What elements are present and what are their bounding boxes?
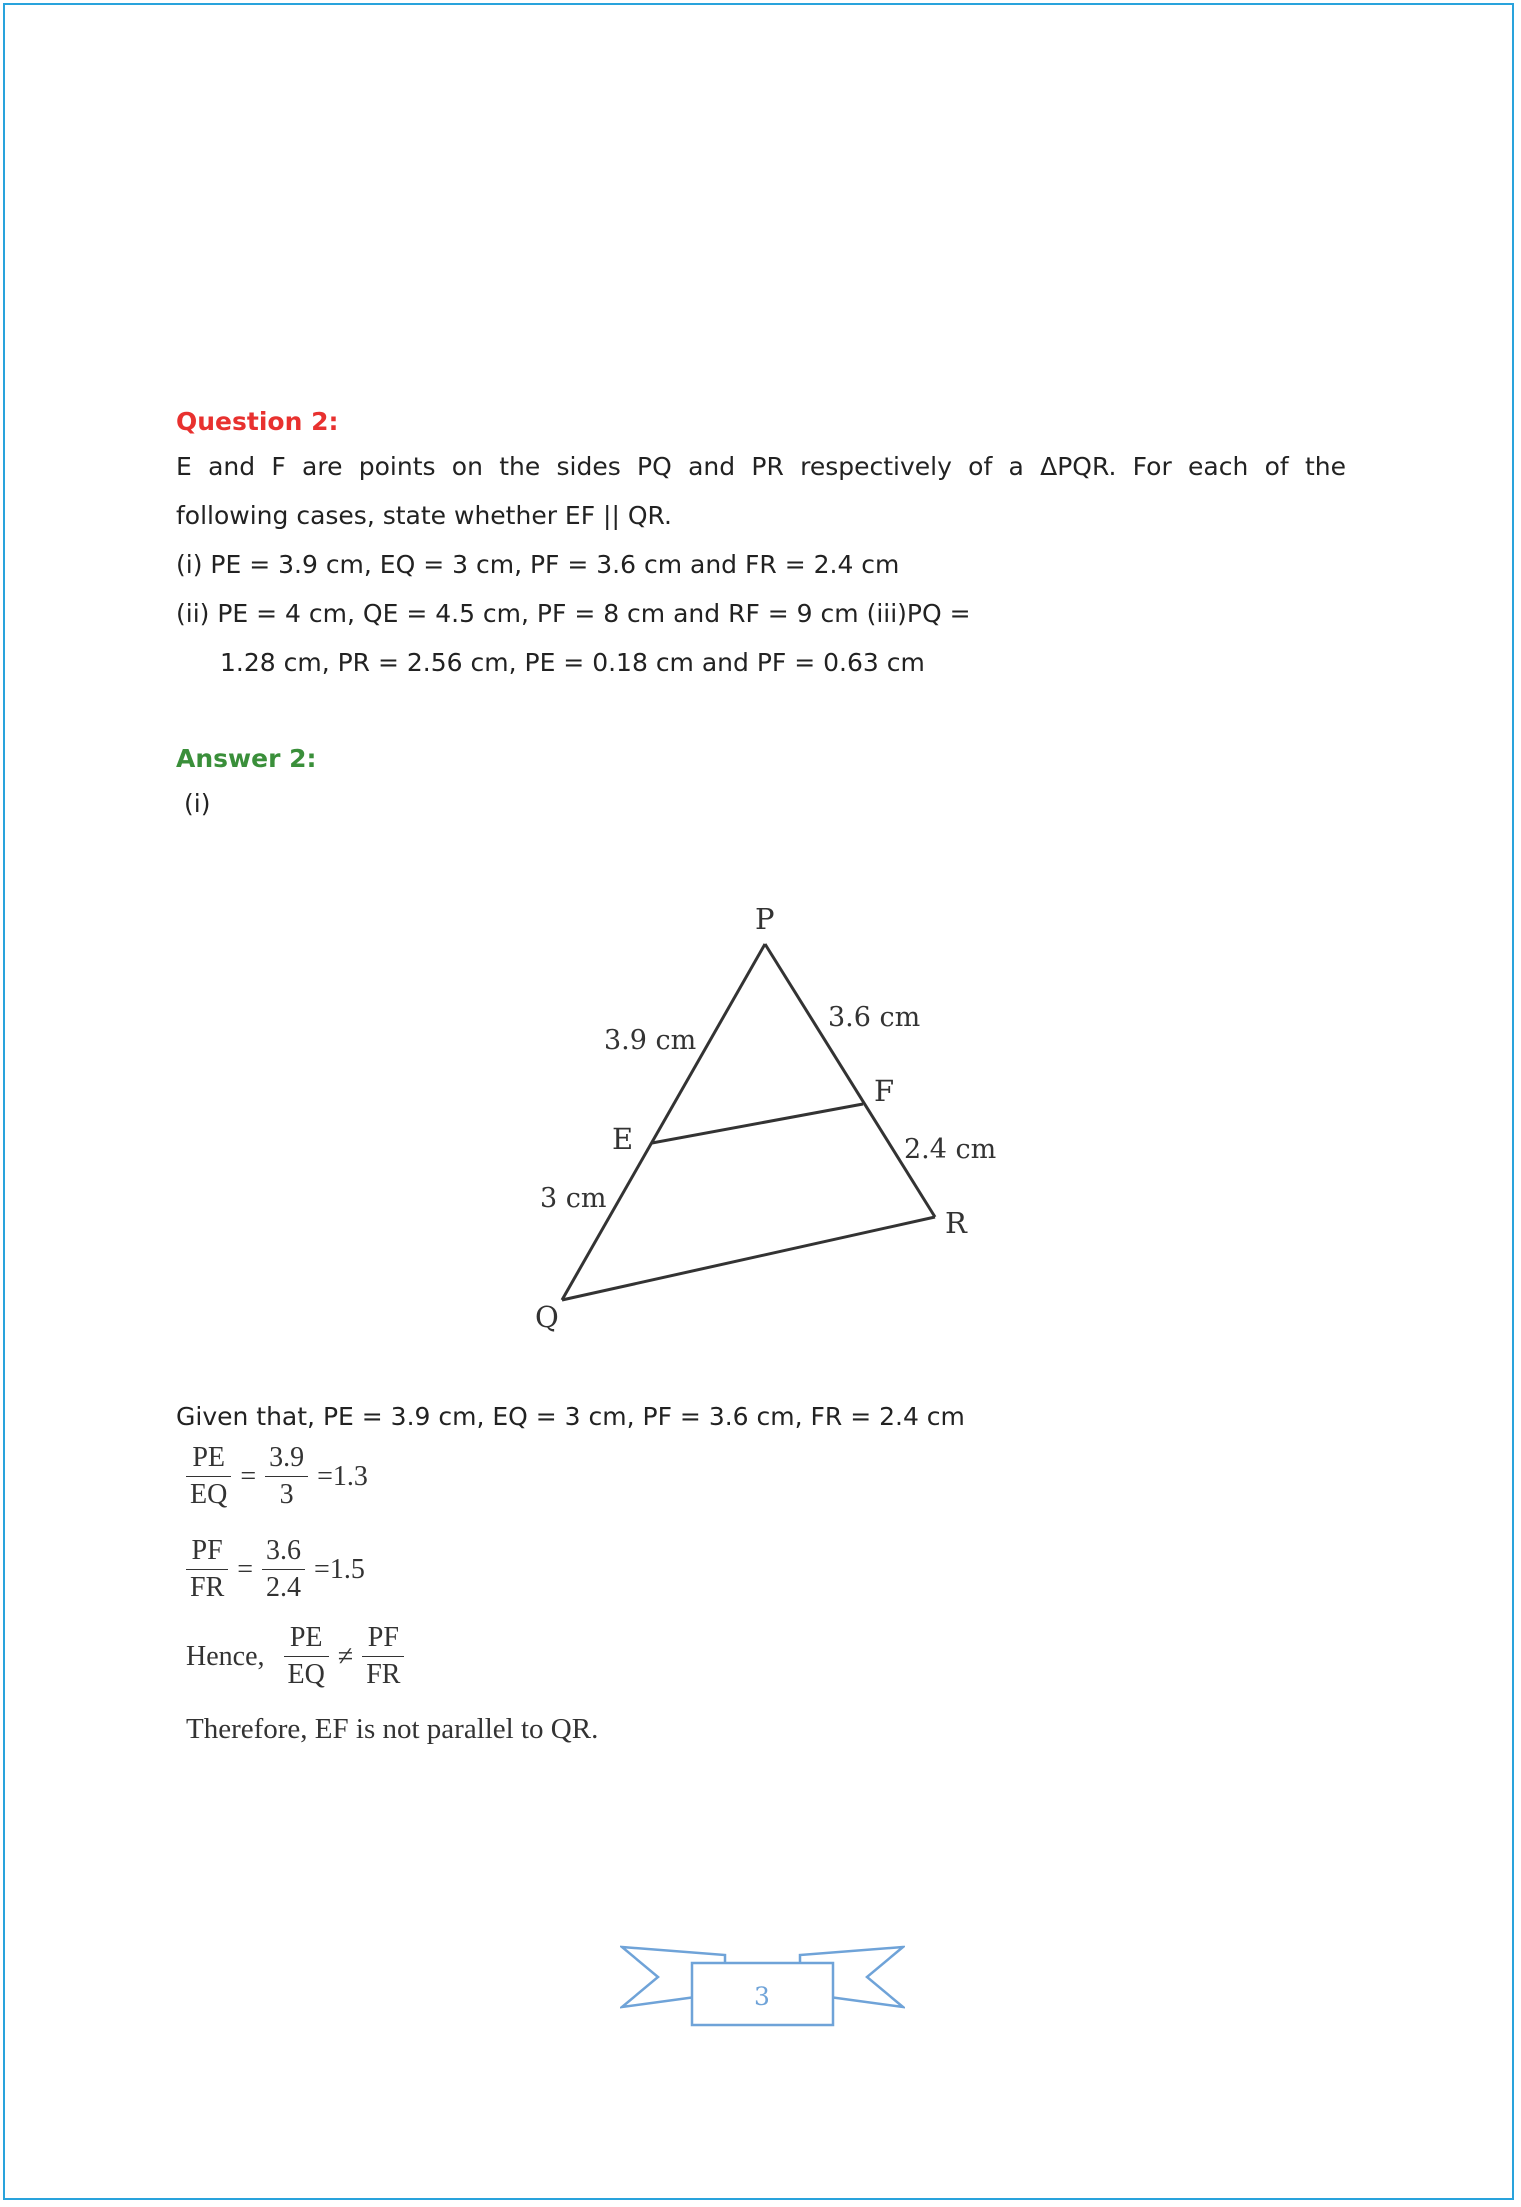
triangle-diagram (520, 895, 1020, 1345)
answer-heading: Answer 2: (176, 744, 317, 773)
label-pf: 3.6 cm (828, 1002, 921, 1033)
label-fr: 2.4 cm (904, 1134, 997, 1165)
fraction-pe-eq: $\frac{PE}{EQ}$ (186, 1440, 231, 1513)
page-number: 3 (754, 1982, 770, 2011)
label-pe: 3.9 cm (604, 1025, 697, 1056)
ratio-pe-eq: $\frac{PE}{EQ}$ = $\frac{3.9}{3}$ =1.3 (186, 1440, 370, 1513)
vertex-p: P (755, 902, 775, 936)
point-e: E (612, 1122, 634, 1156)
fraction-values-2: $\frac{3.6}{2.4}$ (262, 1533, 305, 1606)
question-text-line1: E and F are points on the sides PQ and PR respectively of a ΔPQR. For each of the (176, 452, 1346, 481)
label-eq: 3 cm (540, 1183, 607, 1214)
triangle-figure (520, 895, 1020, 1345)
side-qr (562, 1217, 935, 1300)
vertex-q: Q (535, 1300, 559, 1334)
segment-ef (652, 1104, 863, 1143)
fraction-pe-eq-hence: $\frac{PE}{EQ}$ (284, 1620, 329, 1693)
conclusion: Therefore, EF is not parallel to QR. (186, 1713, 599, 1745)
question-block (176, 402, 1346, 828)
given-statement: Given that, PE = 3.9 cm, EQ = 3 cm, PF = 3.6 cm, FR = 2.4 cm (176, 1402, 965, 1431)
fraction-pf-fr: $\frac{PF}{FR}$ (186, 1533, 228, 1606)
page-number-badge (620, 1945, 905, 2030)
question-text-line2: following cases, state whether EF || QR. (176, 501, 672, 530)
fraction-pf-fr-hence: $\frac{PF}{FR}$ (362, 1620, 404, 1693)
vertex-r: R (945, 1206, 967, 1240)
side-pr (765, 944, 935, 1217)
ratio-pf-fr: $\frac{PF}{FR}$ = $\frac{3.6}{2.4}$ =1.5 (186, 1533, 367, 1606)
case-ii: (ii) PE = 4 cm, QE = 4.5 cm, PF = 8 cm and RF = 9 cm (iii)PQ = (176, 599, 971, 628)
answer-part-label: (i) (184, 789, 211, 818)
case-i: (i) PE = 3.9 cm, EQ = 3 cm, PF = 3.6 cm and FR = 2.4 cm (176, 550, 900, 579)
case-iii: 1.28 cm, PR = 2.56 cm, PE = 0.18 cm and PF = 0.63 cm (220, 648, 925, 677)
ribbon-banner (620, 1945, 905, 2030)
point-f: F (874, 1074, 895, 1108)
question-heading: Question 2: (176, 407, 339, 436)
side-pq (562, 944, 765, 1300)
fraction-values-1: $\frac{3.9}{3}$ (265, 1440, 308, 1513)
hence-statement: Hence, $\frac{PE}{EQ}$ ≠ $\frac{PF}{FR}$ (186, 1620, 404, 1693)
